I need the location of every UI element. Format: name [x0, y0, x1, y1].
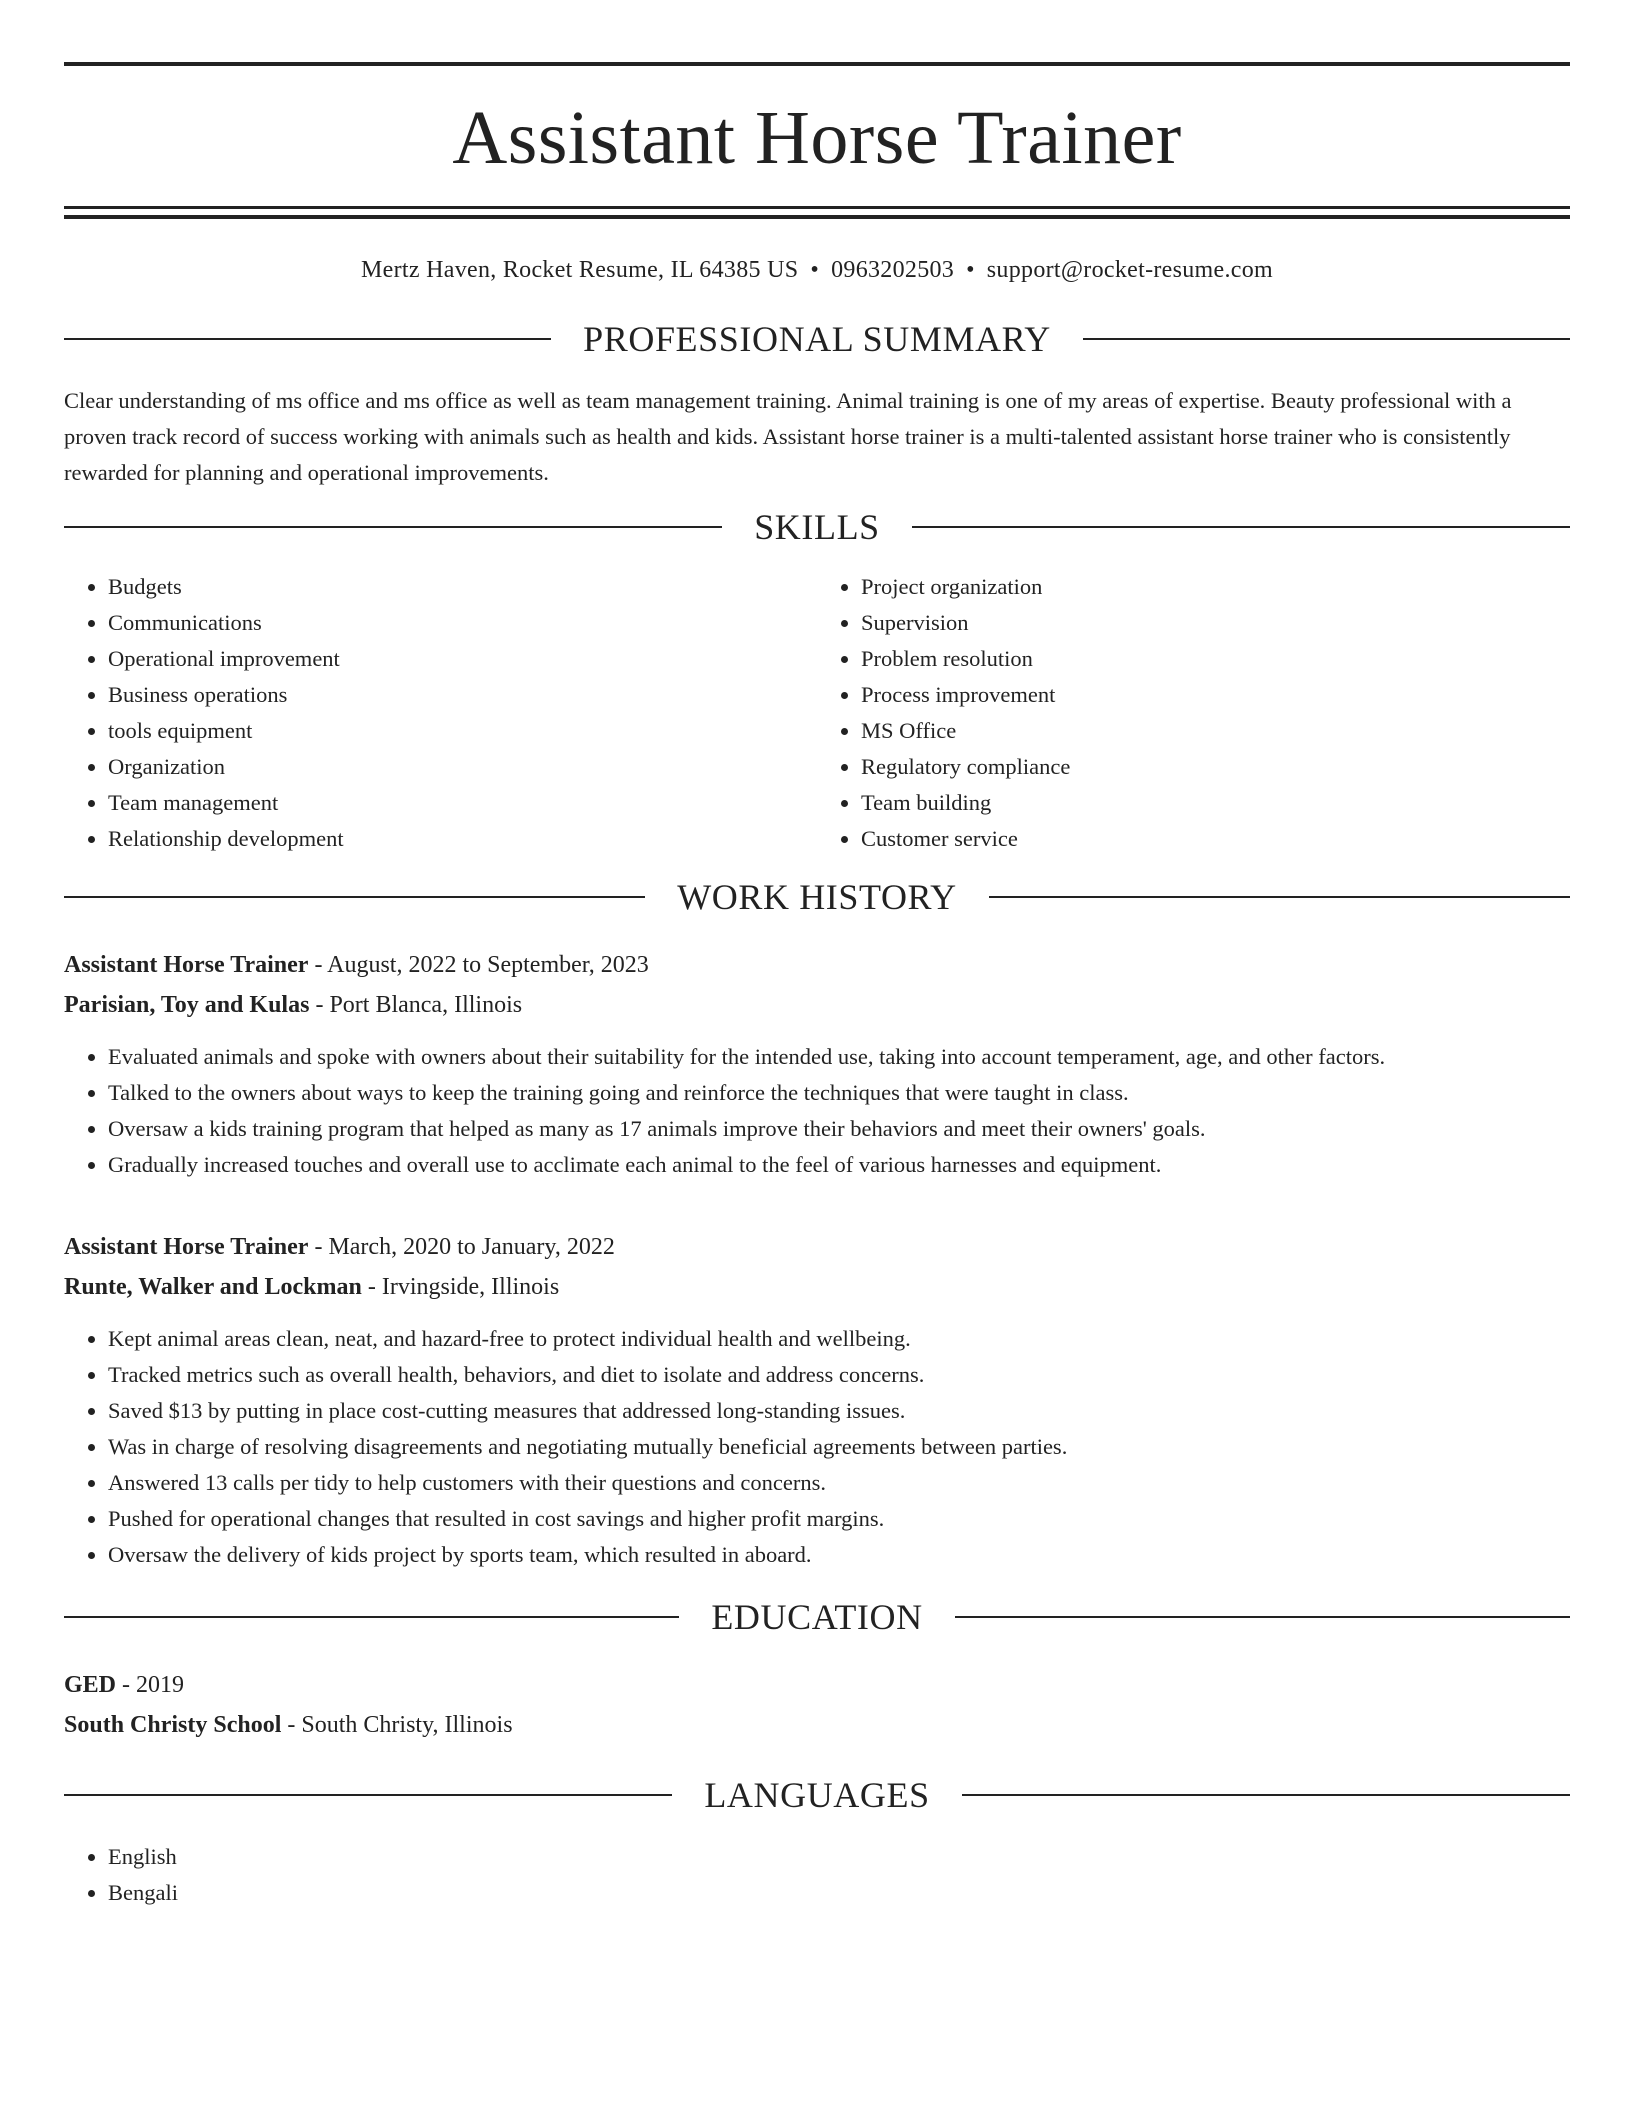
job-bullet: • Oversaw a kids training program that helped as many as 17 animals improve their behaviors and meet their owners' goals.	[108, 1111, 1570, 1147]
job-location: Port Blanca, Illinois	[329, 992, 523, 1018]
resume-page	[64, 62, 1570, 1911]
skill-item: • Organization	[108, 749, 817, 785]
skill-item: • Team building	[861, 785, 1570, 821]
contact-email: support@rocket-resume.com	[986, 257, 1273, 283]
section-heading-languages	[64, 1773, 1570, 1817]
contact-phone: 0963202503	[831, 257, 955, 283]
dash: -	[308, 952, 328, 978]
job-company-line	[64, 1267, 1570, 1307]
skill-item: • Team management	[108, 785, 817, 821]
job-bullet: • Oversaw the delivery of kids project by sports team, which resulted in aboard.	[108, 1537, 1570, 1573]
skill-item: • Regulatory compliance	[861, 749, 1570, 785]
job-company: Parisian, Toy and Kulas	[64, 992, 310, 1018]
job-bullet: • Tracked metrics such as overall health, behaviors, and diet to isolate and address concerns.	[108, 1357, 1570, 1393]
skill-item: • Problem resolution	[861, 641, 1570, 677]
job-bullet: • Pushed for operational changes that resulted in cost savings and higher profit margins.	[108, 1501, 1570, 1537]
job-bullets	[64, 1321, 1570, 1573]
job-entry	[64, 1227, 1570, 1573]
job-dates: August, 2022 to September, 2023	[327, 952, 649, 978]
language-item: • Bengali	[108, 1875, 1570, 1911]
contact-address: Mertz Haven, Rocket Resume, IL 64385 US	[361, 257, 799, 283]
section-title: LANGUAGES	[704, 1775, 930, 1815]
dash: -	[361, 1274, 382, 1300]
skill-item: • Supervision	[861, 605, 1570, 641]
language-item: • English	[108, 1839, 1570, 1875]
section-title: SKILLS	[754, 507, 880, 547]
skill-item: • Operational improvement	[108, 641, 817, 677]
job-title-line	[64, 1227, 1570, 1267]
dash: -	[281, 1712, 302, 1738]
title-double-rule	[64, 206, 1570, 219]
skills-list-left	[64, 569, 817, 857]
section-heading-summary	[64, 317, 1570, 361]
dash: -	[308, 1234, 329, 1260]
job-bullet: • Kept animal areas clean, neat, and hazard-free to protect individual health and wellbeing.	[108, 1321, 1570, 1357]
job-bullet: • Talked to the owners about ways to keep the training going and reinforce the techniques that were taught in class.	[108, 1075, 1570, 1111]
divider	[962, 1794, 1570, 1796]
skill-item: • MS Office	[861, 713, 1570, 749]
skill-item: • Process improvement	[861, 677, 1570, 713]
page-title: Assistant Horse Trainer	[452, 96, 1182, 180]
skill-item: • Budgets	[108, 569, 817, 605]
skill-item: • tools equipment	[108, 713, 817, 749]
education-degree-line	[64, 1665, 1570, 1705]
divider	[912, 526, 1570, 528]
summary-text: Clear understanding of ms office and ms office as well as team management training. Animal training is one of my areas of expertise. Beauty professional with a proven track record of success working with animals such as health and kids. Assistant horse trainer is a multi-talented assistant horse trainer who is consistently rewarded for planning and operational improvements.	[64, 388, 1512, 485]
education-degree: GED	[64, 1672, 117, 1698]
languages-entry	[64, 1839, 1570, 1911]
skill-item: • Project organization	[861, 569, 1570, 605]
divider	[64, 1794, 672, 1796]
job-company: Runte, Walker and Lockman	[64, 1274, 362, 1300]
skill-item: • Business operations	[108, 677, 817, 713]
job-bullet: • Evaluated animals and spoke with owners about their suitability for the intended use, taking into account temperament, age, and other factors.	[108, 1039, 1570, 1075]
section-title: EDUCATION	[711, 1597, 923, 1637]
education-school-line	[64, 1705, 1570, 1745]
job-location: Irvingside, Illinois	[381, 1274, 560, 1300]
job-bullets	[64, 1039, 1570, 1183]
divider	[64, 338, 551, 340]
education-entry	[64, 1665, 1570, 1745]
section-title: PROFESSIONAL SUMMARY	[583, 319, 1051, 359]
job-bullet: • Answered 13 calls per tidy to help customers with their questions and concerns.	[108, 1465, 1570, 1501]
education-year: 2019	[136, 1672, 185, 1698]
job-title: Assistant Horse Trainer	[64, 1234, 309, 1260]
education-school: South Christy School	[64, 1712, 282, 1738]
languages-list	[64, 1839, 1570, 1911]
job-bullet: • Gradually increased touches and overall use to acclimate each animal to the feel of various harnesses and equipment.	[108, 1147, 1570, 1183]
section-title: WORK HISTORY	[677, 877, 957, 917]
skill-item: • Relationship development	[108, 821, 817, 857]
job-entry	[64, 945, 1570, 1183]
skills-columns	[64, 569, 1570, 857]
section-heading-work	[64, 875, 1570, 919]
divider	[1083, 338, 1570, 340]
divider	[64, 526, 722, 528]
job-title-line	[64, 945, 1570, 985]
divider	[64, 896, 645, 898]
education-location: South Christy, Illinois	[301, 1712, 513, 1738]
section-heading-skills	[64, 505, 1570, 549]
job-bullet: • Was in charge of resolving disagreements and negotiating mutually beneficial agreements between parties.	[108, 1429, 1570, 1465]
section-heading-education	[64, 1595, 1570, 1639]
dash: -	[309, 992, 330, 1018]
skill-item: • Communications	[108, 605, 817, 641]
contact-separator: •	[810, 257, 820, 283]
divider	[64, 1616, 679, 1618]
dash: -	[116, 1672, 137, 1698]
job-dates: March, 2020 to January, 2022	[328, 1234, 615, 1260]
contact-separator: •	[966, 257, 975, 283]
skills-list-right	[817, 569, 1570, 857]
divider	[955, 1616, 1570, 1618]
job-bullet: • Saved $13 by putting in place cost-cutting measures that addressed long-standing issues.	[108, 1393, 1570, 1429]
job-company-line	[64, 985, 1570, 1025]
skill-item: • Customer service	[861, 821, 1570, 857]
job-title: Assistant Horse Trainer	[64, 952, 309, 978]
divider	[989, 896, 1570, 898]
top-rule	[64, 62, 1570, 66]
contact-line	[64, 257, 1570, 287]
